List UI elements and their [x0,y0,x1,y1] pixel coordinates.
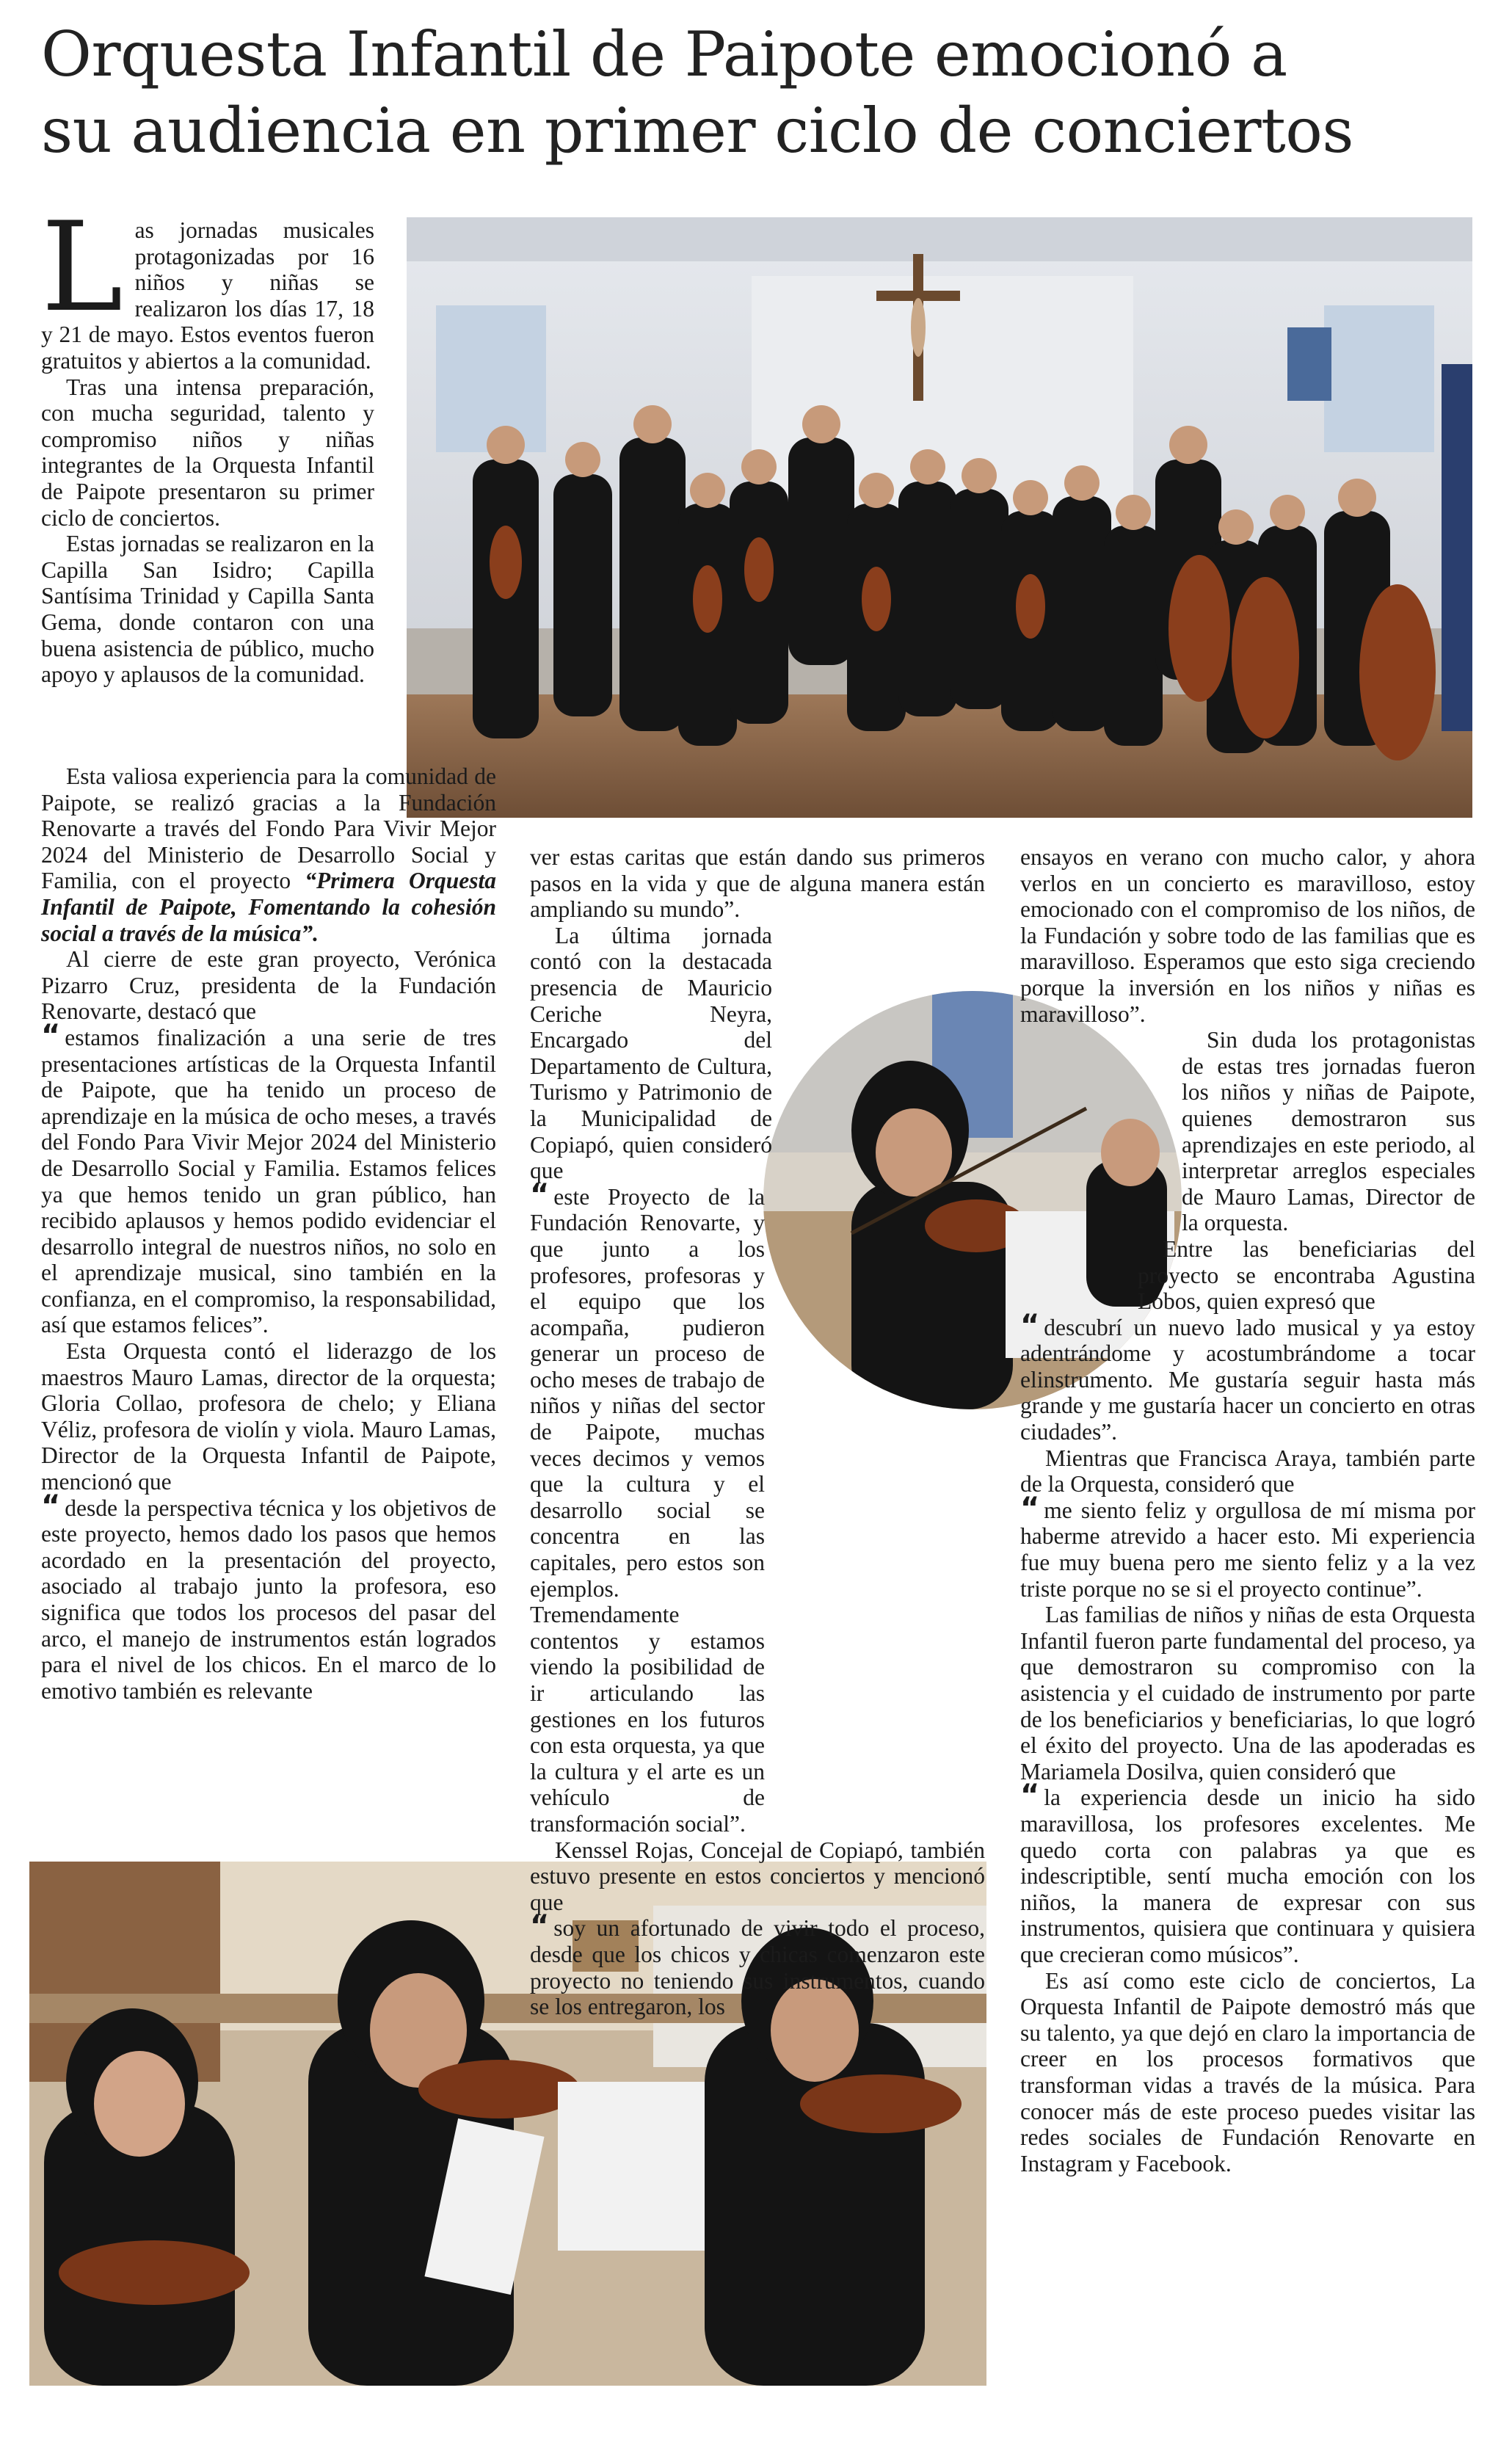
quote-text: me siento feliz y orgullosa de mí misma por haberme atrevido a hacer esto. Mi experiencia fue muy buena pero me siento feliz y a la vez triste porque no se si el proyecto continue”. [1020,1497,1475,1602]
column-1-bottom [41,763,496,1704]
quote-agustina [1020,1308,1475,1445]
paragraph: Mientras que Francisca Araya, también parte de la Orquesta, consideró que [1020,1445,1475,1497]
quote-mark-icon: “ [530,1909,550,1944]
quote-mark-icon: “ [530,1177,550,1212]
quote-text: descubrí un nuevo lado musical y ya estoy adentrándome y acostumbrándome a tocar elinstrumento. Me gustaría seguir hasta más grande y me gustaría hacer un concierto en otras ciudades”. [1020,1314,1475,1445]
quote-text: este Proyecto de la Fundación Renovarte, y que junto a los profesores, profesoras y el equipo que los acompaña, pudieron generar un proceso de ocho meses de trabajo de niños y niñas del sector de Paipote, muchas veces decimos y vemos que la cultura y el desarrollo social se concentra en las capitales, pero estos son ejemplos. Tremendamente contentos y estamos viendo la posibilidad de ir articulando las gestiones en los futuros con esta orquesta, ya que la cultura y el arte es un vehículo de transformación social”. [530,1183,765,1837]
quote-mariamela [1020,1779,1475,1967]
paragraph-project [41,763,496,946]
quote-kenssel [530,1909,985,2020]
photo-orchestra-group [407,217,1472,818]
quote-mark-icon: “ [41,1489,61,1523]
intro-text: as jornadas musicales protagonizadas por 16 niños y niñas se realizaron los días 17, 18 y 21 de mayo. Estos eventos fueron gratuitos y abiertos a la comunidad. [41,217,374,374]
paragraph: Kenssel Rojas, Concejal de Copiapó, también estuvo presente en estos conciertos y mencionó que [530,1837,985,1915]
quote-mark-icon: “ [1020,1308,1040,1343]
photo-orchestra-group-image [407,217,1472,818]
column-3 [1020,844,1475,2176]
headline-line-1: Orquesta Infantil de Paipote emocionó a [41,18,1287,90]
paragraph: Al cierre de este gran proyecto, Verónica Pizarro Cruz, presidenta de la Fundación Renovarte, destacó que [41,946,496,1025]
project-text: Esta valiosa experiencia para la comunidad de Paipote, se realizó gracias a la Fundación Renovarte a través del Fondo Para Vivir Mejor 2024 del Ministerio de Desarrollo Social y Familia, con el proyecto [41,763,496,894]
headline [41,16,1480,169]
paragraph: Entre las beneficiarias del proyecto se encontraba Agustina Lobos, quien expresó que [1138,1235,1475,1315]
paragraph-intro [41,195,374,374]
paragraph: Es así como este ciclo de conciertos, La Orquesta Infantil de Paipote demostró más que su talento, ya que dejó en claro la importancia de creer en los procesos formativos que transforman vidas a través de la música. Para conocer más de este proceso puedes visitar las redes sociales de Fundación Renovarte en Instagram y Facebook. [1020,1967,1475,2176]
quote-text: estamos finalización a una serie de tres presentaciones artísticas de la Orquesta Infantil de Paipote, que ha tenido un proceso de aprendizaje en la música de ocho meses, a través del Fondo Para Vivir Mejor 2024 del Ministerio de Desarrollo Social y Familia. Estamos felices ya que hemos tenido un gran público, han recibido aplausos y hemos podido evidenciar el desarrollo integral de nuestros niños, no solo en el aprendizaje musical, sino también en la confianza, en el compromiso, la responsabilidad, así que estamos felices”. [41,1024,496,1338]
paragraph: La última jornada contó con la destacada presencia de Mauricio Ceriche Neyra, Encargado del Departamento de Cultura, Turismo y Patrimonio de la Municipalidad de Copiapó, quien consideró que [530,922,772,1184]
paragraph: Esta Orquesta contó el liderazgo de los maestros Mauro Lamas, director de la orquesta; Gloria Collao, profesora de chelo; y Eliana Véliz, profesora de violín y viola. Mauro Lamas, Director de la Orquesta Infantil de Paipote, mencionó que [41,1338,496,1495]
quote-text: soy un afortunado de vivir todo el proceso, desde que los chicos y chicas comenzaron este proyecto no teniendo sus instrumentos, cuando se los entregaron, los [530,1915,985,2020]
paragraph: Estas jornadas se realizaron en la Capilla San Isidro; Capilla Santísima Trinidad y Capilla Santa Gema, donde contaron con una buena asistencia de público, mucho apoyo y aplausos de la comunidad. [41,531,374,688]
quote-mark-icon: “ [1020,1779,1040,1813]
paragraph: ensayos en verano con mucho calor, y ahora verlos en un concierto es maravilloso, estoy emocionado con el compromiso de los niños, de la Fundación y sobre todo de las familias que es maravilloso. Esperamos que esto siga creciendo porque la inversión en los niños y niñas es maravilloso”. [1020,844,1475,1027]
dropcap-letter: L [41,195,123,339]
quote-francisca [1020,1491,1475,1602]
quote-text: la experiencia desde un inicio ha sido maravillosa, los profesores excelentes. Me quedo corta con palabras ya que es indescriptible, sentí mucha emoción con los niños, la manera de expresar con sus instrumentos, quisiera que continuara y quisiera que crecieran como músicos”. [1020,1784,1475,1967]
project-name: “Primera Orquesta Infantil de Paipote, Fomentando la cohesión social a través de la música”. [41,868,496,946]
quote-mauro [41,1489,496,1704]
quote-veronica [41,1018,496,1338]
paragraph: Las familias de niños y niñas de esta Orquesta Infantil fueron parte fundamental del proceso, ya que demostraron su compromiso con la asistencia y el cuidado de instrumento por parte de los beneficiarios y beneficiarias, lo que logró el éxito del proyecto. Una de las apoderadas es Mariamela Dosilva, quien consideró que [1020,1602,1475,1784]
paragraph: Sin duda los protagonistas de estas tres jornadas fueron los niños y niñas de Paipote, quienes demostraron sus aprendizajes en este periodo, al interpretar arreglos especiales de Mauro Lamas, Director de la orquesta. [1182,1027,1475,1236]
paragraph: Tras una intensa preparación, con mucha seguridad, talento y compromiso niños y niñas integrantes de la Orquesta Infantil de Paipote presentaron su primer ciclo de conciertos. [41,374,374,531]
column-1-top [41,195,374,688]
quote-mark-icon: “ [1020,1491,1040,1525]
quote-mauricio [530,1177,765,1837]
headline-line-2: su audiencia en primer ciclo de conciertos [41,95,1353,167]
paragraph: ver estas caritas que están dando sus primeros pasos en la vida y que de alguna manera están ampliando su mundo”. [530,844,985,923]
column-2 [530,844,985,2020]
quote-text: desde la perspectiva técnica y los objetivos de este proyecto, hemos dado los pasos que hemos acordado en la presentación del proyecto, asociado al trabajo junto la profesora, eso significa que todos los procesos del pasar del arco, el manejo de instrumentos están logrados para el nivel de los chicos. En el marco de lo emotivo también es relevante [41,1495,496,1704]
quote-mark-icon: “ [41,1018,61,1053]
